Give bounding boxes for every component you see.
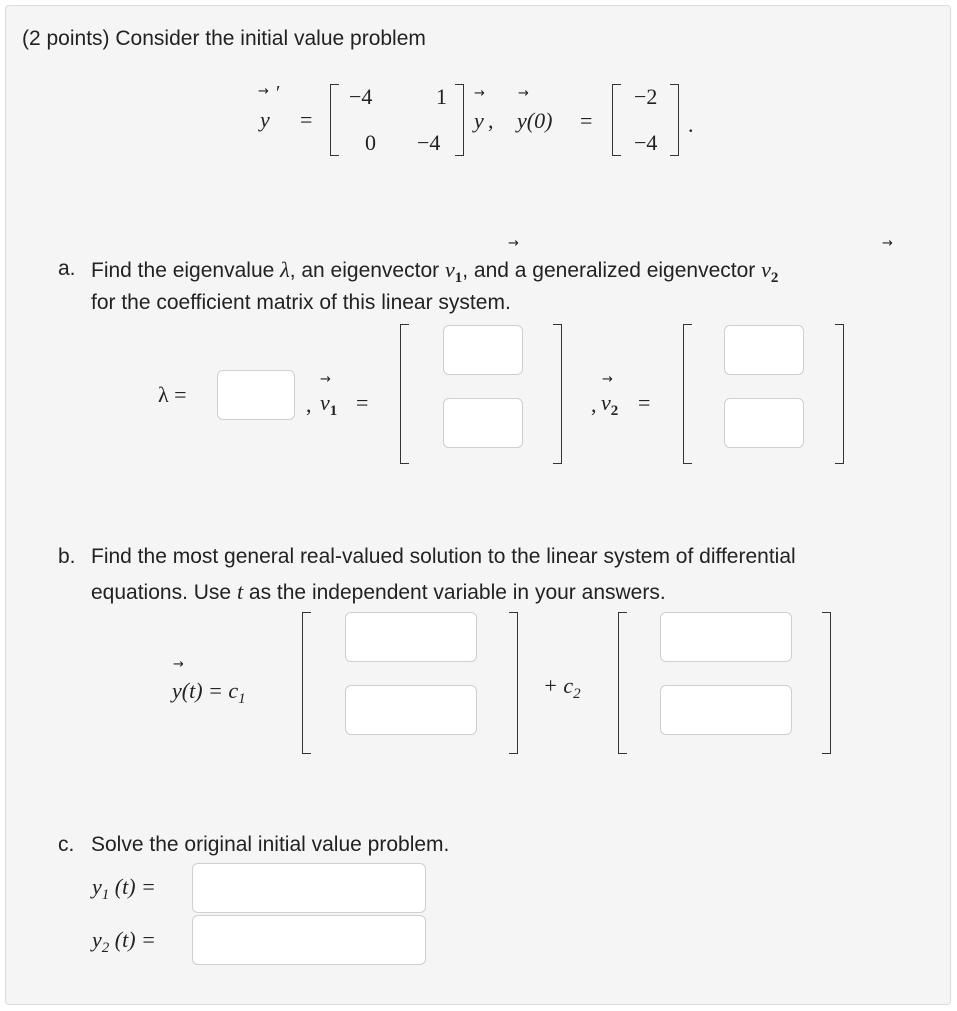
- comma: ,: [591, 392, 597, 417]
- lambda-label: λ =: [158, 382, 187, 407]
- matrix-cell: 0: [365, 130, 376, 155]
- solution-vec1-right-bracket: [509, 612, 518, 754]
- comma: ,: [488, 108, 494, 133]
- part-c-label: c.: [58, 833, 75, 856]
- comma: ,: [306, 392, 312, 417]
- vector-arrow-icon: →: [882, 236, 893, 251]
- y2-rest-text: (t) =: [114, 927, 156, 952]
- equals-sign: =: [356, 390, 369, 415]
- v2-left-bracket: [683, 324, 692, 464]
- subscript: 1: [329, 403, 338, 419]
- part-a-text-segment: , an eigenvector: [289, 259, 440, 282]
- subscript: 2: [610, 403, 619, 419]
- part-c-text: Solve the original initial value problem.: [91, 833, 450, 856]
- v1-component-1-input[interactable]: [443, 325, 523, 375]
- solution-vec1-left-bracket: [302, 612, 311, 754]
- subscript: 2: [573, 686, 581, 702]
- solution-vec1-component-1-input[interactable]: [345, 612, 477, 662]
- plus-c-text: + c: [543, 673, 574, 698]
- v2-component-2-input[interactable]: [724, 398, 804, 448]
- y-letter: y: [92, 874, 102, 899]
- y-symbol: y: [474, 108, 484, 133]
- part-a-text-segment: , and a generalized eigenvector: [462, 259, 756, 282]
- vector-left-bracket: [612, 84, 621, 156]
- vector-arrow-icon: →: [508, 236, 519, 251]
- lambda-symbol: λ: [280, 257, 290, 282]
- solution-lhs-text: y(t) = c: [172, 678, 239, 703]
- lambda-input[interactable]: [217, 370, 295, 420]
- part-b-text-segment: as the independent variable in your answers.: [248, 581, 666, 604]
- v1-left-bracket: [400, 324, 409, 464]
- initial-vector-cell: −4: [634, 130, 658, 155]
- part-b-line2: [91, 579, 666, 605]
- solution-lhs: [172, 678, 246, 707]
- y1-label: [92, 874, 156, 903]
- y1-rest-text: (t) =: [114, 874, 156, 899]
- equals-sign: =: [300, 107, 313, 132]
- part-b-text-segment: equations. Use: [91, 581, 232, 604]
- matrix-left-bracket: [330, 84, 339, 156]
- part-b-label: b.: [58, 545, 76, 568]
- matrix-cell: −4: [417, 130, 441, 155]
- vector-arrow-icon: →: [258, 84, 269, 99]
- part-a-text-segment: Find the eigenvalue: [91, 259, 275, 282]
- intro-text: Consider the initial value problem: [115, 27, 426, 50]
- period: .: [688, 112, 694, 137]
- points-label: (2 points): [22, 27, 110, 50]
- equals-sign: =: [580, 108, 593, 133]
- v2-component-1-input[interactable]: [724, 325, 804, 375]
- subscript: 2: [101, 940, 110, 956]
- solution-vec2-component-1-input[interactable]: [660, 612, 792, 662]
- subscript: 2: [770, 270, 779, 286]
- matrix-cell: 1: [436, 84, 447, 109]
- v1-symbol: [444, 257, 463, 286]
- matrix-right-bracket: [455, 84, 464, 156]
- initial-vector-cell: −2: [634, 84, 658, 109]
- vector-arrow-icon: →: [602, 372, 613, 387]
- initial-condition-lhs: y(0): [517, 108, 553, 133]
- subscript: 1: [238, 691, 246, 707]
- part-a-text: [91, 257, 779, 286]
- subscript: 1: [454, 270, 463, 286]
- vector-arrow-icon: →: [173, 657, 184, 672]
- v-letter: v: [320, 390, 330, 415]
- solution-vec1-component-2-input[interactable]: [345, 685, 477, 735]
- problem-header: [22, 27, 426, 51]
- v1-label: [320, 390, 338, 419]
- subscript: 1: [101, 887, 110, 903]
- vector-arrow-icon: →: [518, 86, 529, 101]
- part-a-label: a.: [58, 257, 76, 280]
- y1-solution-input[interactable]: [192, 863, 426, 913]
- v2-symbol: [761, 257, 779, 286]
- vector-arrow-icon: →: [474, 86, 485, 101]
- y2-solution-input[interactable]: [192, 915, 426, 965]
- v1-right-bracket: [553, 324, 562, 464]
- vector-right-bracket: [670, 84, 679, 156]
- plus-c2: [543, 673, 581, 702]
- v-letter: v: [761, 257, 771, 282]
- y-symbol: y: [260, 107, 270, 132]
- v-letter: v: [601, 390, 611, 415]
- v-letter: v: [444, 257, 455, 282]
- solution-vec2-right-bracket: [822, 612, 831, 754]
- v2-label: [601, 390, 619, 419]
- v2-right-bracket: [835, 324, 844, 464]
- y-letter: y: [92, 927, 102, 952]
- equals-sign: =: [638, 390, 651, 415]
- part-a-line2: for the coefficient matrix of this linear system.: [91, 291, 511, 314]
- solution-vec2-left-bracket: [618, 612, 627, 754]
- y2-label: [92, 927, 156, 956]
- vector-arrow-icon: →: [320, 372, 331, 387]
- matrix-cell: −4: [349, 84, 373, 109]
- part-b-line1: Find the most general real-valued solution to the linear system of differential: [91, 545, 796, 568]
- solution-vec2-component-2-input[interactable]: [660, 685, 792, 735]
- prime-mark: ′: [276, 82, 281, 104]
- t-variable: t: [236, 579, 244, 604]
- v1-component-2-input[interactable]: [443, 398, 523, 448]
